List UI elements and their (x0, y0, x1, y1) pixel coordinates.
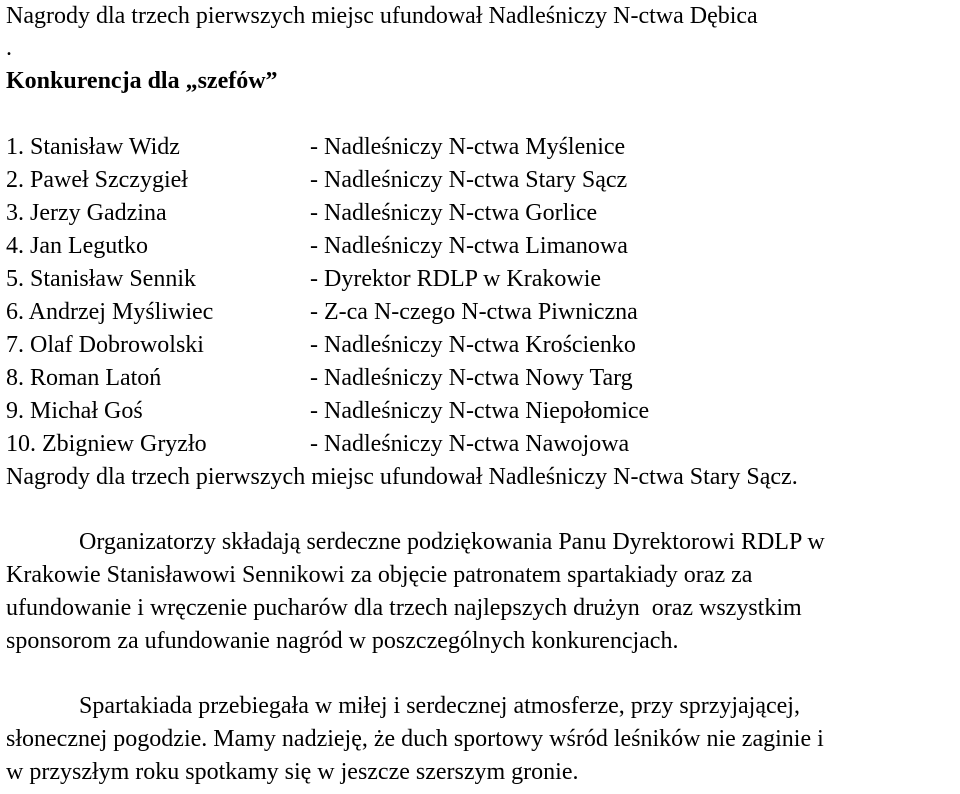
list-item (6, 131, 956, 164)
results-list (6, 131, 956, 461)
result-role: - Nadleśniczy N-ctwa Krościenko (310, 332, 636, 358)
result-role: - Nadleśniczy N-ctwa Stary Sącz (310, 167, 628, 193)
paragraph-line: w przyszłym roku spotkamy się w jeszcze szerszym gronie. (6, 759, 579, 785)
paragraph-line: Krakowie Stanisławowi Sennikowi za objęcie patronatem spartakiady oraz za (6, 562, 753, 588)
list-item (6, 296, 956, 329)
dot-line: . (6, 35, 12, 61)
thanks-paragraph (6, 526, 956, 658)
result-role: - Nadleśniczy N-ctwa Gorlice (310, 200, 598, 226)
paragraph-line (6, 526, 956, 559)
spacer (6, 494, 956, 526)
result-name: 1. Stanisław Widz (6, 134, 180, 160)
list-item (6, 164, 956, 197)
result-name: 10. Zbigniew Gryzło (6, 431, 207, 457)
result-name: 8. Roman Latoń (6, 365, 162, 391)
result-name: 9. Michał Goś (6, 398, 143, 424)
result-name: 3. Jerzy Gadzina (6, 200, 167, 226)
document-page (6, 0, 956, 789)
list-item (6, 329, 956, 362)
paragraph-line (6, 690, 956, 723)
result-role: - Nadleśniczy N-ctwa Nawojowa (310, 431, 630, 457)
list-item (6, 230, 956, 263)
result-role: - Nadleśniczy N-ctwa Limanowa (310, 233, 628, 259)
result-role: - Nadleśniczy N-ctwa Niepołomice (310, 398, 650, 424)
result-name: 6. Andrzej Myśliwiec (6, 299, 214, 325)
list-item (6, 197, 956, 230)
result-name: 7. Olaf Dobrowolski (6, 332, 204, 358)
list-item (6, 362, 956, 395)
paragraph-text: Organizatorzy składają serdeczne podziękowania Panu Dyrektorowi RDLP w (79, 529, 825, 555)
result-role: - Nadleśniczy N-ctwa Myślenice (310, 134, 626, 160)
spacer (6, 658, 956, 690)
intro-line: Nagrody dla trzech pierwszych miejsc ufundował Nadleśniczy N-ctwa Dębica (6, 3, 758, 29)
result-role: - Z-ca N-czego N-ctwa Piwniczna (310, 299, 638, 325)
result-name: 4. Jan Legutko (6, 233, 148, 259)
result-role: - Nadleśniczy N-ctwa Nowy Targ (310, 365, 633, 391)
closing-paragraph (6, 690, 956, 789)
paragraph-line: ufundowanie i wręczenie pucharów dla trzech najlepszych drużyn oraz wszystkim (6, 595, 802, 621)
prize-note: Nagrody dla trzech pierwszych miejsc ufundował Nadleśniczy N-ctwa Stary Sącz. (6, 464, 798, 490)
list-item (6, 263, 956, 296)
list-item (6, 428, 956, 461)
section-title: Konkurencja dla „szefów” (6, 68, 278, 94)
list-item (6, 395, 956, 428)
result-name: 2. Paweł Szczygieł (6, 167, 188, 193)
result-name: 5. Stanisław Sennik (6, 266, 196, 292)
result-role: - Dyrektor RDLP w Krakowie (310, 266, 602, 292)
paragraph-text: Spartakiada przebiegała w miłej i serdecznej atmosferze, przy sprzyjającej, (79, 693, 800, 719)
paragraph-line: słonecznej pogodzie. Mamy nadzieję, że duch sportowy wśród leśników nie zaginie i (6, 726, 824, 752)
spacer (6, 99, 956, 131)
paragraph-line: sponsorom za ufundowanie nagród w poszczególnych konkurencjach. (6, 628, 679, 654)
